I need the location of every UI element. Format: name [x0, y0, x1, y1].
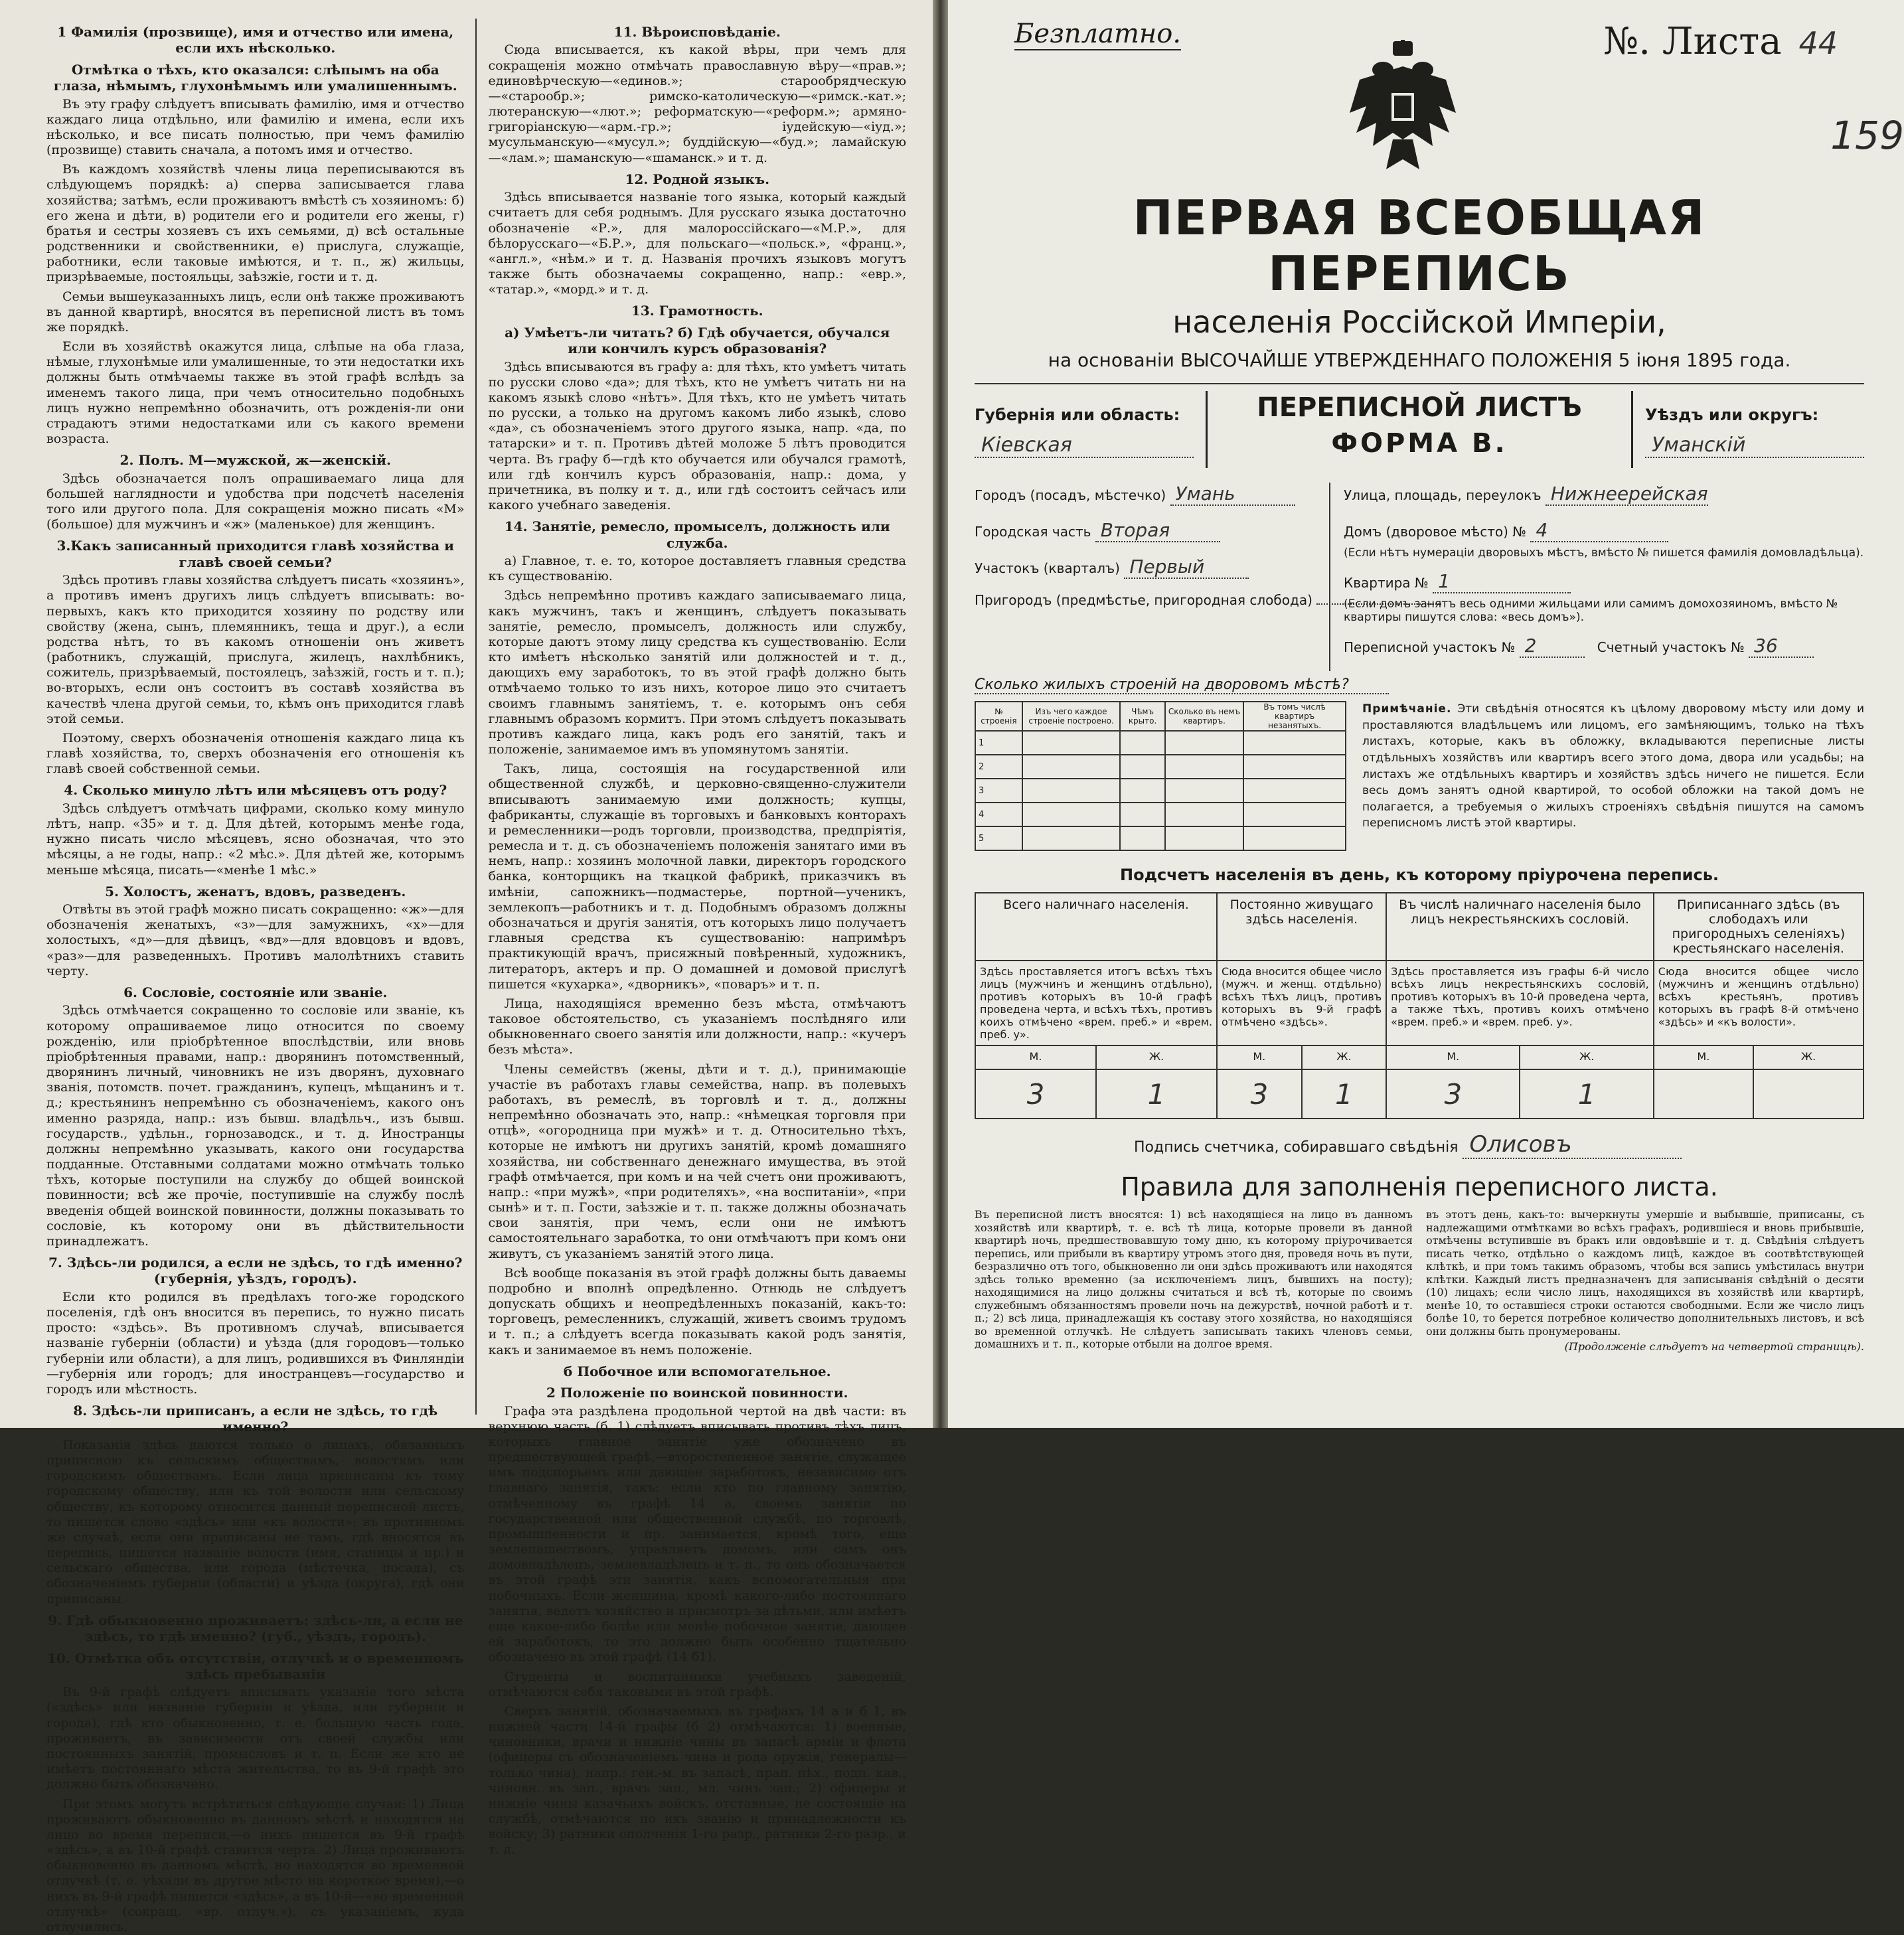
- imperial-eagle-icon: [1346, 40, 1459, 179]
- section-heading: б Побочное или вспомогательное.: [489, 1363, 907, 1379]
- district-label: Уѣздъ или округъ:: [1645, 406, 1864, 424]
- houses-table-cell: [1243, 755, 1346, 779]
- instruction-paragraph: Здѣсь слѣдуетъ отмѣчать цифрами, сколько кому минуло лѣтъ, напр. «35» и т. д. Для дѣтей, которымъ менѣе года, нужно писать число мѣсяцевъ, ясно обозначая, что это мѣсяцы, а не годы, напр.: «2 мѣс.». Для дѣтей же, которымъ меньше мѣсяца, писать—«менѣе 1 мѣс.»: [46, 801, 465, 878]
- house-label: Домъ (дворовое мѣсто) №: [1344, 524, 1526, 540]
- province-label: Губернія или область:: [975, 406, 1194, 424]
- section-heading: 2 Положеніе по воинской повинности.: [489, 1385, 907, 1401]
- instruction-paragraph: Здѣсь обозначается полъ опрашиваемаго лица для большей наглядности и удобства при подсчетѣ населенія того или другого пола. Для сокращенія можно писать «М» (большое) для мужчинъ и «ж» (маленькое) для женщинъ.: [46, 471, 465, 533]
- count-area-label: Счетный участокъ №: [1597, 639, 1745, 655]
- male-label: М.: [1386, 1045, 1520, 1069]
- province-value: Кіевская: [975, 433, 1194, 458]
- sheet-number: [1603, 20, 1838, 63]
- instruction-paragraph: Поэтому, сверхъ обозначенія отношенія каждаго лица къ главѣ хозяйства, то, сверхъ обозначенія его отношенія къ главѣ своей собственной семьи.: [46, 731, 465, 777]
- instruction-paragraph: Сверхъ занятій, обозначаемыхъ въ графахъ 14 а и б 1, въ нижней части 14-й графы (б 2) отмѣчаются: 1) военные, чиновники, врачи и нижніе чины въ запасѣ арміи и флота (офицеры съ обозначеніемъ чина и рода оружія, генералы—только чина), напр.: ген.-м. въ запасѣ, прап. пѣх., подп. кав., чиновн. въ зап., врачъ зап., мл. чинъ зап.; 2) офицеры и нижніе чины казачьихъ войскъ, отставные, не состоящіе на службѣ, отмѣчаются по ихъ званію и принадлежности къ войску; 3) ратники ополченія 1-го разр., ратники 2-го разр., и т. д.: [489, 1704, 907, 1858]
- right-page: [948, 0, 1904, 1428]
- houses-table-cell: [1022, 826, 1121, 850]
- houses-table-cell: [1243, 803, 1346, 826]
- count-column-description: Сюда вносится общее число (мужч. и женщ. отдѣльно) всѣхъ тѣхъ лицъ, противъ которыхъ въ 9-й графѣ отмѣчено «здѣсь».: [1217, 961, 1386, 1045]
- apartment-field: [1344, 570, 1864, 593]
- instruction-paragraph: Всѣ вообще показанія въ этой графѣ должны быть даваемы подробно и вполнѣ опредѣленно. Отнюдь не слѣдуетъ допускать общихъ и неопредѣленныхъ показаній, какъ-то: торговецъ, ремесленникъ, служащій, живетъ своимъ трудомъ и т. п.; а слѣдуетъ всегда показывать какой родъ занятія, какъ и занимаемое въ немъ положеніе.: [489, 1266, 907, 1358]
- form-title: ФОРМА В.: [1208, 428, 1631, 459]
- houses-row-number: 5: [975, 826, 1022, 850]
- section-heading: Отмѣтка о тѣхъ, кто оказался: слѣпымъ на оба глаза, нѣмымъ, глухонѣмымъ или умалишеннымъ.: [46, 62, 465, 94]
- address-field: [975, 592, 1320, 608]
- census-title: ПЕРВАЯ ВСЕОБЩАЯ ПЕРЕПИСЬ: [975, 190, 1864, 301]
- male-count: 3: [975, 1069, 1096, 1119]
- houses-table-cell: [1022, 779, 1121, 803]
- sheet-number-label: №. Листа: [1603, 20, 1781, 63]
- count-column-description: Здѣсь проставляется итогъ всѣхъ тѣхъ лицъ (мужчинъ и женщинъ отдѣльно), противъ которыхъ въ 10-й графѣ проведена черта, и всѣхъ тѣхъ, противъ коихъ отмѣчено «врем. преб.» и «врем. преб. у».: [975, 961, 1217, 1045]
- instruction-paragraph: Здѣсь непремѣнно противъ каждаго записываемаго лица, какъ мужчинъ, такъ и женщинъ, слѣдуетъ показывать занятіе, ремесло, промыселъ, должность или службу, которые даютъ этому лицу средства къ существованію. Если кто имѣетъ нѣсколько занятій или должностей и т. д., дающихъ ему заработокъ, то въ этой графѣ должно быть отмѣчаемо только то изъ нихъ, которое лицо это считаетъ своимъ главнымъ занятіемъ, т. е. которымъ онъ себя главнымъ образомъ кормитъ. При этомъ слѣдуетъ показывать противъ каждаго лица, какъ родъ его занятій, такъ и положеніе, занимаемое имъ въ упомянутомъ занятіи.: [489, 588, 907, 757]
- houses-table-row: [975, 803, 1346, 826]
- section-heading: 1 Фамилія (прозвище), имя и отчество или имена, если ихъ нѣсколько.: [46, 24, 465, 56]
- houses-table-row: [975, 826, 1346, 850]
- house-field: [1344, 519, 1864, 542]
- houses-table-cell: [1165, 731, 1243, 755]
- houses-table-cell: [1243, 826, 1346, 850]
- male-count: 3: [1217, 1069, 1302, 1119]
- houses-table-cell: [1022, 755, 1121, 779]
- census-area-label: Переписной участокъ №: [1344, 639, 1515, 655]
- houses-table-cell: [1022, 803, 1121, 826]
- houses-table-cell: [1120, 803, 1164, 826]
- section-heading: 9. Гдѣ обыкновенно проживаетъ: здѣсь-ли, а если не здѣсь, то гдѣ именно? (губ., уѣздъ, городъ).: [46, 1612, 465, 1645]
- house-value: 4: [1530, 519, 1668, 542]
- houses-table-header: Изъ чего каждое строеніе построено.: [1022, 702, 1121, 731]
- section-heading: 4. Сколько минуло лѣтъ или мѣсяцевъ отъ роду?: [46, 782, 465, 798]
- sheet-number-handwritten: 44: [1798, 25, 1838, 61]
- apartment-note: (Если домъ занятъ весь одними жильцами или самимъ домохозяиномъ, вмѣсто № квартиры пишутся слова: «весь домъ»).: [1344, 597, 1864, 624]
- rules-column-2-text: въ этотъ день, какъ-то: вычеркнуты умершіе и выбывшіе, приписаны, съ надлежащими отмѣтками во всѣхъ графахъ, родившіеся и вновь прибывшіе, отмѣчены вступившіе въ бракъ или овдовѣвшіе и т. д. Свѣдѣнія слѣдуетъ писать четко, отдѣльно о каждомъ лицѣ, каждое въ соотвѣтствующей клѣткѣ, и при томъ такимъ образомъ, чтобы вся запись умѣстилась внутри клѣтки. Каждый листъ предназначенъ для записыванія свѣдѣній о десяти (10) лицахъ; если число лицъ, находящихся въ хозяйствѣ или квартирѣ, менѣе 10, то оставшіеся строки остаются свободными. Если же число лицъ болѣе 10, то берется потребное количество дополнительныхъ листовъ, и всѣ они должны быть пронумерованы.: [1426, 1208, 1864, 1338]
- houses-table-header: Сколько въ немъ квартиръ.: [1165, 702, 1243, 731]
- houses-table-header: Чѣмъ крыто.: [1120, 702, 1164, 731]
- houses-row-number: 4: [975, 803, 1022, 826]
- apartment-value: 1: [1433, 570, 1571, 593]
- female-label: Ж.: [1520, 1045, 1653, 1069]
- instructions-column-2: [477, 19, 907, 1415]
- houses-table-cell: [1165, 779, 1243, 803]
- count-area-value: 36: [1749, 635, 1814, 658]
- section-heading: 2. Полъ. М—мужской, ж—женскій.: [46, 452, 465, 468]
- list-title: ПЕРЕПИСНОЙ ЛИСТЪ: [1208, 392, 1631, 423]
- street-field: [1344, 483, 1864, 506]
- male-label: М.: [1654, 1045, 1753, 1069]
- pen-page-mark: 159: [1830, 113, 1904, 158]
- instructions-column-1: [46, 19, 477, 1415]
- count-column-description: Сюда вносится общее число (мужчинъ и женщинъ отдѣльно) всѣхъ крестьянъ, противъ которыхъ въ графѣ 8-й отмѣчено «здѣсь» и «къ волости».: [1654, 961, 1864, 1045]
- section-heading: 12. Родной языкъ.: [489, 171, 907, 187]
- female-count: 1: [1302, 1069, 1387, 1119]
- address-field-label: Пригородъ (предмѣстье, пригородная слобода): [975, 592, 1312, 608]
- section-heading: 10. Отмѣтка объ отсутствіи, отлучкѣ и о временномъ здѣсь пребываніи: [46, 1650, 465, 1683]
- male-label: М.: [975, 1045, 1096, 1069]
- houses-row-number: 2: [975, 755, 1022, 779]
- instruction-paragraph: Въ каждомъ хозяйствѣ члены лица переписываются въ слѣдующемъ порядкѣ: а) сперва записывается глава хозяйства; затѣмъ, если проживаютъ вмѣстѣ съ хозяиномъ: б) его жена и дѣти, в) родители его и родители его жены, г) братья и сестры хозяевъ съ ихъ семьями, д) всѣ остальные родственники и свойственники, е) прислуга, служащіе, работники, если таковые имѣются, и т. п., ж) жильцы, призрѣваемые, постояльцы, заѣзжіе, гости и т. д.: [46, 162, 465, 285]
- section-heading: 8. Здѣсь-ли приписанъ, а если не здѣсь, то гдѣ именно?: [46, 1403, 465, 1435]
- rules-column-2: [1413, 1208, 1864, 1354]
- houses-table-row: [975, 779, 1346, 803]
- signature-label: Подпись счетчика, собиравшаго свѣдѣнія: [1134, 1139, 1458, 1156]
- instruction-paragraph: Студенты и воспитанники учебныхъ заведеній, отмѣчаются себя таковыми въ этой графѣ.: [489, 1669, 907, 1700]
- rules-title: Правила для заполненія переписного листа.: [975, 1172, 1864, 1201]
- instruction-paragraph: Здѣсь вписывается названіе того языка, который каждый считаетъ для себя роднымъ. Для русскаго языка достаточно обозначеніе «Р.», для малороссійскаго—«М.Р.», для бѣлорусскаго—«Б.Р.», для польскаго—«польск.», «франц.», «англ.», «нѣм.» и т. д. Названія прочихъ языковъ могутъ также быть обозначаемы сокращенно, напр.: «евр.», «татар.», «морд.» и т. д.: [489, 190, 907, 297]
- instruction-paragraph: Такъ, лица, состоящія на государственной или общественной службѣ, и церковно-священно-служители вписываютъ занимаемую ими должность; купцы, фабриканты, служащіе въ торговыхъ и банковыхъ конторахъ и ремесленники—родъ торговли, производства, предпріятія, ремесла и т. д. съ обозначеніемъ положенія занятаго ими въ немъ, напр.: хозяинъ молочной лавки, директоръ городского банка, конторщикъ на ткацкой фабрикѣ, приказчикъ въ имѣніи, сапожникъ—подмастерье, портной—ученикъ, землекопъ—работникъ и т. д. Подобнымъ образомъ должны обозначаться и другія занятія, отъ которыхъ лицо получаетъ главныя средства къ существованію: напримѣръ практикующій врачъ, присяжный повѣренный, художникъ, литераторъ, актеръ и пр. О домашней и домовой прислугѣ пишется «кухарка», «дворникъ», «поваръ» и т. п.: [489, 761, 907, 992]
- address-field-value: Умань: [1170, 483, 1295, 506]
- census-basis: на основаніи ВЫСОЧАЙШЕ УТВЕРЖДЕННАГО ПОЛОЖЕНІЯ 5 іюня 1895 года.: [975, 349, 1864, 384]
- male-label: М.: [1217, 1045, 1302, 1069]
- count-column-header: Постоянно живущаго здѣсь населенія.: [1217, 893, 1386, 961]
- census-subtitle: населенія Россійской Имперіи,: [975, 304, 1864, 340]
- houses-table-cell: [1120, 731, 1164, 755]
- houses-section: [975, 701, 1864, 851]
- female-count: [1753, 1069, 1864, 1119]
- census-area-value: 2: [1520, 635, 1585, 658]
- address-right: [1330, 483, 1864, 671]
- instruction-paragraph: Члены семействъ (жены, дѣти и т. д.), принимающіе участіе въ работахъ главы семейства, напр. въ полевыхъ работахъ, въ ремеслѣ, въ торговлѣ и т. д., должны непремѣнно обозначать это, напр.: «нѣмецкая торговля при отцѣ», «огородница при мужѣ» и т. д. Относительно тѣхъ, которые не имѣютъ ни другихъ занятій, кромѣ домашняго хозяйства, ни собственнаго денежнаго имущества, въ этой графѣ отмѣчается, при комъ и на чей счетъ они проживаютъ, напр.: «при мужѣ», «при родителяхъ», «на воспитаніи», «при сынѣ» и т. п. Гости, заѣзжіе и т. п. также должны обозначать свои занятія, при чемъ, если они не имѣютъ самостоятельнаго заработка, то они отмѣчаютъ при комъ они живутъ, съ указаніемъ занятій этого лица.: [489, 1062, 907, 1262]
- houses-table-cell: [1120, 755, 1164, 779]
- left-page: [0, 0, 933, 1428]
- houses-table-cell: [1243, 779, 1346, 803]
- instruction-paragraph: Лица, находящіяся временно безъ мѣста, отмѣчаютъ таковое обстоятельство, съ указаніемъ послѣдняго или обыкновеннаго своего занятія или должности, напр.: «кучеръ безъ мѣста».: [489, 996, 907, 1058]
- form-header: [975, 391, 1864, 468]
- female-label: Ж.: [1096, 1045, 1217, 1069]
- apartment-label: Квартира №: [1344, 575, 1429, 591]
- female-label: Ж.: [1302, 1045, 1387, 1069]
- address-field: [975, 556, 1320, 579]
- houses-table-cell: [1120, 826, 1164, 850]
- address-field-value: Вторая: [1095, 519, 1220, 542]
- instruction-paragraph: а) Главное, т. е. то, которое доставляетъ главныя средства къ существованію.: [489, 554, 907, 584]
- rules-column-1: Въ переписной листъ вносятся: 1) всѣ находящіеся на лицо въ данномъ хозяйствѣ или квартирѣ, т. е. всѣ тѣ лица, которые провели въ данной квартирѣ ночь, предшествовавшую тому дню, къ которому пріурочивается перепись, или прибыли въ квартиру утромъ этого дня, проведя ночь въ пути, безразлично отъ того, обыкновенно ли они здѣсь проживаютъ или находятся здѣсь только временно (за исключеніемъ лицъ, бывшихъ на посту); находящимися на лицо должны считаться и всѣ тѣ, которые по своимъ служебнымъ обязанностямъ провели ночь на дежурствѣ, ночной работѣ и т. п.; 2) всѣ лица, принадлежащія къ составу этого хозяйства, но находящіяся во временной отлучкѣ. Не слѣдуетъ записывать такихъ членовъ семьи, домашнихъ и т. п., которые отбыли на долгое время.: [975, 1208, 1413, 1354]
- houses-table-header: Въ томъ числѣ квартиръ незанятыхъ.: [1243, 702, 1346, 731]
- section-heading: 3.Какъ записанный приходится главѣ хозяйства и главѣ своей семьи?: [46, 538, 465, 570]
- instruction-paragraph: Въ эту графу слѣдуетъ вписывать фамилію, имя и отчество каждаго лица отдѣльно, или фамилію и имена, если ихъ нѣсколько, и все писать полностью, при чемъ фамилію (прозвище) ставить сначала, а потомъ имя и отчество.: [46, 97, 465, 159]
- count-title: Подсчетъ населенія въ день, къ которому пріурочена перепись.: [975, 866, 1864, 884]
- population-count-table: [975, 892, 1864, 1119]
- street-label: Улица, площадь, переулокъ: [1344, 487, 1542, 503]
- note-title: Примѣчаніе.: [1362, 702, 1451, 716]
- instruction-paragraph: Графа эта раздѣлена продольной чертой на двѣ части: въ верхнюю часть (б. 1) слѣдуетъ вписывать противъ тѣхъ лицъ, которыхъ главное занятіе уже обозначено въ предшествующей графѣ,—второстепенное занятіе, служащее имъ подспорьемъ или дающее заработокъ, независимо отъ главнаго занятія, такъ: если кто по главному занятію, отмѣченному въ графѣ 14 а, своемъ занятіи по государственной или общественной службѣ, по торговлѣ, промышленности и пр. занимается, кромѣ того, еще землепашествомъ, управляетъ домомъ, или самъ онъ домовладѣлецъ, землевладѣлецъ и т. п., то онъ обозначается въ этой графѣ эти занятія, какъ вспомогательныя при побочныхъ. Если женщина, кромѣ какого-либо постояннаго занятія, ведетъ хозяйство и присмотръ за дѣтьми, или имѣетъ еще какое-либо болѣе или менѣе побочное занятіе, дающее ей заработокъ, то это должно быть особенно тщательно обозначено въ этой графѣ (14 б1).: [489, 1404, 907, 1665]
- continued-note: (Продолженіе слѣдуетъ на четвертой страницѣ).: [1426, 1340, 1864, 1354]
- houses-table-row: [975, 731, 1346, 755]
- instruction-paragraph: Показанія здѣсь даются только о лицахъ, обязанныхъ приписною къ сельскимъ обществамъ, волостямъ или городскимъ обществамъ. Если лица приписаны къ тому городскому обществу, или къ той волости или сельскому обществу, къ которому относится данный переписной листъ, то пишется слово «здѣсь» или «къ волости»; въ противномъ же случаѣ, если они приписаны не тамъ, гдѣ вносятся въ перепись, пишется названіе волости (имя, станицы и пр.) и сельскаго общества, или города (мѣстечка, посада), съ обозначеніемъ губерніи (области) и уѣзда (округа), гдѣ они приписаны.: [46, 1438, 465, 1607]
- rules-body: [975, 1208, 1864, 1354]
- instruction-paragraph: Въ 9-й графѣ слѣдуетъ вписывать указаніе того мѣста («здѣсь» или названіе губерніи и уѣзда, или губерніи и города), гдѣ кто обыкновенно, т. е. большую часть года, проживаетъ, въ зависимости отъ своей службы или постоянныхъ занятій, промысловъ и т. п. Если же кто не имѣетъ постояннаго мѣста жительства, то въ 9-й графѣ это должно быть обозначено.: [46, 1685, 465, 1792]
- houses-row-number: 1: [975, 731, 1022, 755]
- count-column-header: Въ числѣ наличнаго населенія было лицъ некрестьянскихъ сословій.: [1386, 893, 1654, 961]
- count-column-header: Всего наличнаго населенія.: [975, 893, 1217, 961]
- section-heading: 14. Занятіе, ремесло, промыселъ, должность или служба.: [489, 518, 907, 551]
- instruction-paragraph: Здѣсь отмѣчается сокращенно то сословіе или званіе, къ которому опрашиваемое лицо относится по своему рожденію, или пріобрѣтенное впослѣдствіи, или вновь пріобрѣтенныя правами, напр.: дворянинъ потомственный, дворянинъ личный, чиновникъ не изъ дворянъ, духовнаго званія, потомств. почет. гражданинъ, купецъ, мѣщанинъ и т. д.; крестьянинъ непремѣнно съ обозначеніемъ, какого онъ именно разряда, напр.: изъ бывш. владѣльч., изъ бывш. государств., удѣльн., горнозаводск., и т. д. Иностранцы должны непремѣнно указывать, какого они государства подданные. Отставными солдатами можно отмѣчать только тѣхъ, которые поступили на службу до общей воинской повинности; всѣ же прочіе, поступившіе на службу послѣ введенія общей воинской повинности, должны показывать то сословіе, къ которому они въ дѣйствительности принадлежатъ.: [46, 1003, 465, 1249]
- instruction-paragraph: Семьи вышеуказанныхъ лицъ, если онѣ также проживаютъ въ данной квартирѣ, вносятся въ переписной листъ въ томъ же порядкѣ.: [46, 289, 465, 336]
- section-heading: 11. Вѣроисповѣданіе.: [489, 24, 907, 40]
- instruction-paragraph: Здѣсь противъ главы хозяйства слѣдуетъ писать «хозяинъ», а противъ именъ другихъ лицъ слѣдуетъ вписывать: во-первыхъ, какъ кто приходится хозяину по родству или свойству (жена, сынъ, племянникъ, теща и друг.), а если родства нѣтъ, то въ какомъ отношеніи онъ живетъ (работникъ, служащій, прислуга, жилецъ, нахлѣбникъ, сожитель, призрѣваемый, постоялецъ, заѣзжій, гость и т. п.); во-вторыхъ, если онъ состоитъ въ составѣ хозяйства въ качествѣ члена другой семьи, то, кѣмъ онъ приходится главѣ этой семьи.: [46, 573, 465, 727]
- houses-table: [975, 701, 1346, 851]
- book-gutter: [933, 0, 948, 1428]
- houses-table-cell: [1022, 731, 1121, 755]
- female-count: 1: [1096, 1069, 1217, 1119]
- houses-question: Сколько жилыхъ строеній на дворовомъ мѣстѣ?: [975, 676, 1389, 694]
- female-label: Ж.: [1753, 1045, 1864, 1069]
- houses-table-cell: [1120, 779, 1164, 803]
- district-value: Уманскій: [1645, 433, 1864, 458]
- address-block: [975, 483, 1864, 671]
- address-field-label: Городъ (посадъ, мѣстечко): [975, 487, 1166, 503]
- count-column-description: Здѣсь проставляется изъ графы 6-й число всѣхъ лицъ некрестьянскихъ сословій, противъ которыхъ въ 10-й проведена черта, а также тѣхъ, противъ коихъ отмѣчено «врем. преб.» и «врем. преб. у».: [1386, 961, 1654, 1045]
- instruction-paragraph: Сюда вписывается, къ какой вѣры, при чемъ для сокращенія можно отмѣчать православную вѣру—«прав.»; единовѣрческую—«единов.»; старообрядческую—«старообр.»; римско-католическую—«римск.-кат.»; лютеранскую—«лют.»; реформатскую—«реформ.»; армяно-григоріанскую—«арм.-гр.»; іудейскую—«іуд.»; мусульманскую—«мусул.»; буддійскую—«буд.»; ламайскую—«лам.»; шаманскую—«шаманск.» и т. д.: [489, 42, 907, 165]
- instruction-paragraph: Если кто родился въ предѣлахъ того-же городского поселенія, гдѣ онъ вносится въ перепись, то нужно писать просто: «здѣсь». Въ противномъ случаѣ, вписывается названіе губерніи (области) и уѣзда (для городовъ—только губерніи или области), а для лицъ, родившихся въ Финляндіи—губернія или городъ; для иностранцевъ—государство и городъ или мѣстность.: [46, 1290, 465, 1397]
- district-block: [1645, 391, 1864, 458]
- address-field-value: Первый: [1124, 556, 1249, 579]
- male-count: 3: [1386, 1069, 1520, 1119]
- instruction-paragraph: Если въ хозяйствѣ окажутся лица, слѣпые на оба глаза, нѣмые, глухонѣмые или умалишенные, то эти недостатки ихъ должны быть отмѣчаемы также въ этой графѣ вслѣдъ за именемъ такого лица, при чемъ относительно подобныхъ лицъ нужно непремѣнно обозначить, отъ рожденія-ли они страдаютъ этими недостатками или съ какого времени возраста.: [46, 339, 465, 447]
- street-value: Нижнеерейская: [1546, 483, 1708, 506]
- address-field: [975, 483, 1320, 506]
- note-text: Эти свѣдѣнія относятся къ цѣлому дворовому мѣсту или дому и проставляются владѣльцемъ или лицомъ, его замѣняющимъ, только на тѣхъ листахъ, которые, какъ въ обложку, вкладываются переписные листы отдѣльныхъ хозяйствъ или квартиръ всего этого дома, двора или усадьбы; на листахъ же отдѣльныхъ квартиръ и хозяйствъ здѣсь ничего не пишется. Если весь домъ занятъ одной квартирой, то особой обложки на такой домъ не полагается, а требуемыя о жилыхъ строеніяхъ свѣдѣнія пишутся на самомъ переписномъ листѣ этой квартиры.: [1362, 702, 1864, 830]
- house-note: (Если нѣтъ нумераціи дворовыхъ мѣстъ, вмѣсто № пишется фамилія домовладѣльца).: [1344, 546, 1864, 560]
- province-block: [975, 391, 1194, 458]
- houses-table-cell: [1165, 826, 1243, 850]
- section-heading: а) Умѣетъ-ли читать? б) Гдѣ обучается, обучался или кончилъ курсъ образованія?: [489, 325, 907, 357]
- address-field-label: Городская часть: [975, 524, 1091, 540]
- form-title-box: [1206, 391, 1633, 468]
- houses-table-header: № строенія: [975, 702, 1022, 731]
- section-heading: 13. Грамотность.: [489, 303, 907, 319]
- note-block: [1346, 701, 1864, 851]
- address-left: [975, 483, 1330, 671]
- houses-table-row: [975, 755, 1346, 779]
- section-heading: 6. Сословіе, состояніе или званіе.: [46, 984, 465, 1000]
- houses-table-cell: [1243, 731, 1346, 755]
- houses-table-cell: [1165, 755, 1243, 779]
- address-field: [975, 519, 1320, 542]
- signature-line: [1134, 1131, 1864, 1159]
- count-column-header: Приписаннаго здѣсь (въ слободахъ или пригородныхъ селеніяхъ) крестьянскаго населенія.: [1654, 893, 1864, 961]
- instruction-paragraph: Здѣсь вписываются въ графу а: для тѣхъ, кто умѣетъ читать по русски слово «да»; для тѣхъ, кто не умѣетъ читать ни на какомъ языкѣ слово «нѣтъ». Для тѣхъ, кто не умѣетъ читать по русски, а только на другомъ какомъ либо языкѣ, слово «да», съ обозначеніемъ этого другого языка, напр. «да, по татарски» и т. п. Противъ дѣтей моложе 5 лѣтъ проводится черта. Въ графу б—гдѣ кто обучается или обучался грамотѣ, или гдѣ кончилъ курсъ образованія, напр.: дома, у причетника, въ полку и т. д., или гдѣ состоитъ сейчасъ или какого учебнаго заведенія.: [489, 360, 907, 514]
- female-count: 1: [1520, 1069, 1653, 1119]
- signature-value: Олисовъ: [1463, 1131, 1682, 1159]
- houses-row-number: 3: [975, 779, 1022, 803]
- section-heading: 7. Здѣсь-ли родился, а если не здѣсь, то гдѣ именно? (губернія, уѣздъ, городъ).: [46, 1255, 465, 1287]
- free-label: Безплатно.: [1014, 19, 1181, 50]
- instruction-paragraph: При этомъ могутъ встрѣтиться слѣдующіе случаи: 1) Лица проживаютъ обыкновенно въ данномъ мѣстѣ и находятся на лицо во время переписи,—о нихъ пишется въ 9-й графѣ «здѣсь», а въ 10-й графѣ ставится черта. 2) Лица проживаютъ обыкновенно въ данномъ мѣстѣ, но находятся во временной отлучкѣ (т. е. уѣхали въ другое мѣсто на короткое время),—о нихъ въ 9-й графѣ пишется «здѣсь», а въ 10-й—«во временной отлучкѣ» (сокращ. «вр. отлуч.»), съ указаніемъ, куда отлучились.: [46, 1797, 465, 1935]
- instruction-paragraph: Отвѣты въ этой графѣ можно писать сокращенно: «ж»—для обозначенія женатыхъ, «з»—для замужнихъ, «х»—для холостыхъ, «д»—для дѣвицъ, «вд»—для вдовцовъ и вдовъ, «раз»—для разведенныхъ. Противъ малолѣтнихъ ставить черту.: [46, 902, 465, 979]
- address-field-label: Участокъ (кварталъ): [975, 560, 1120, 576]
- male-count: [1654, 1069, 1753, 1119]
- section-heading: 5. Холостъ, женатъ, вдовъ, разведенъ.: [46, 884, 465, 899]
- houses-table-cell: [1165, 803, 1243, 826]
- census-area-field: [1344, 635, 1864, 658]
